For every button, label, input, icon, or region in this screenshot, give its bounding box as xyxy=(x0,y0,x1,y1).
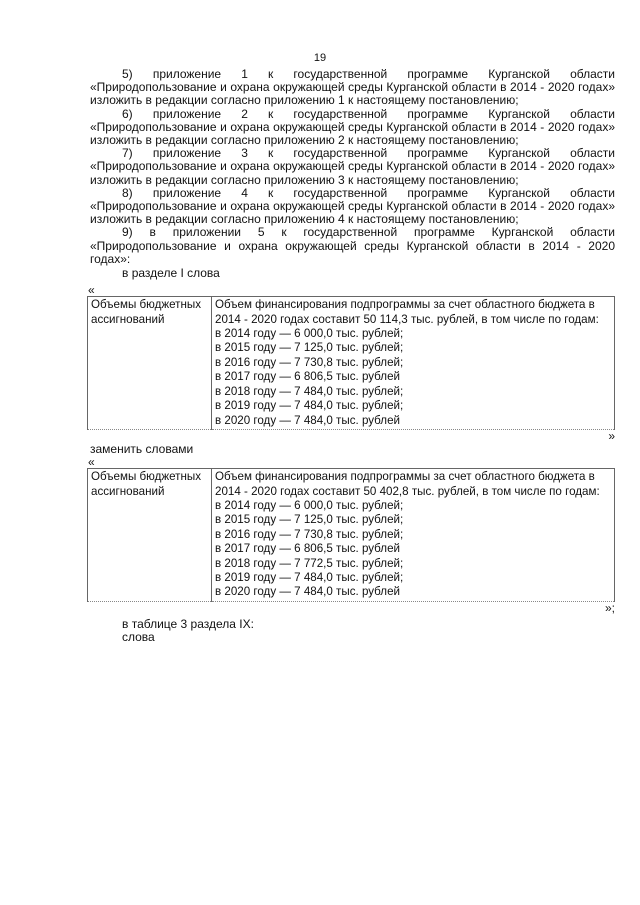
budget-year-line: в 2017 году — 6 806,5 тыс. рублей xyxy=(215,542,400,556)
paragraph-rest: «Природопользование и охрана окружающей среды Курганской области в 2014 - 2020 годах» изложить в редакции согласно приложению 4 к настоящему постановлению; xyxy=(90,199,615,227)
budget-table-old xyxy=(87,296,615,430)
budget-year-line: в 2019 году — 7 484,0 тыс. рублей; xyxy=(215,399,404,413)
paragraph-rest: «Природопользование и охрана окружающей среды Курганской области в 2014 - 2020 годах»: xyxy=(90,238,615,266)
quote-close-mark: » xyxy=(608,428,615,443)
budget-year-line: в 2019 году — 7 484,0 тыс. рублей; xyxy=(215,570,404,584)
page-number: 19 xyxy=(313,52,327,64)
paragraph-item-5 xyxy=(90,68,615,108)
budget-year-line: в 2015 году — 7 125,0 тыс. рублей; xyxy=(215,341,404,355)
quote-close-mark: »; xyxy=(604,600,615,615)
words-label: слова xyxy=(122,629,155,644)
paragraph-first-line: 8) приложение 4 к государственной программе Курганской области xyxy=(122,185,615,200)
budget-table-new xyxy=(87,468,615,602)
paragraph-rest: «Природопользование и охрана окружающей среды Курганской области в 2014 - 2020 годах» изложить в редакции согласно приложению 1 к настоящему постановлению; xyxy=(90,80,615,108)
paragraph-first-line: 9) в приложении 5 к государственной программе Курганской области xyxy=(122,225,615,240)
paragraph-first-line: 5) приложение 1 к государственной программе Курганской области xyxy=(122,67,615,81)
old-text-quote xyxy=(90,284,615,443)
budget-intro: Объем финансирования подпрограммы за счет областного бюджета в 2014 - 2020 годах составит 50 402,8 тыс. рублей, в том числе по годам: xyxy=(215,470,600,498)
paragraph-rest: «Природопользование и охрана окружающей среды Курганской области в 2014 - 2020 годах» изложить в редакции согласно приложению 3 к настоящему постановлению; xyxy=(90,159,615,187)
budget-year-line: в 2020 году — 7 484,0 тыс. рублей xyxy=(215,585,400,599)
budget-year-line: в 2016 году — 7 730,8 тыс. рублей; xyxy=(215,527,404,541)
document-body xyxy=(90,68,615,644)
table3-intro: в таблице 3 раздела IX: xyxy=(122,616,254,631)
quote-open-mark: « xyxy=(88,283,95,298)
budget-year-line: в 2016 году — 7 730,8 тыс. рублей; xyxy=(215,355,404,369)
budget-year-line: в 2018 году — 7 772,5 тыс. рублей; xyxy=(215,556,404,570)
paragraph-item-6 xyxy=(90,108,615,148)
budget-label-cell: Объемы бюджетных ассигнований xyxy=(88,469,212,602)
paragraph-first-line: 7) приложение 3 к государственной программе Курганской области xyxy=(122,146,615,161)
quote-open-mark: « xyxy=(88,455,95,470)
budget-intro: Объем финансирования подпрограммы за счет областного бюджета в 2014 - 2020 годах составит 50 114,3 тыс. рублей, в том числе по годам: xyxy=(215,298,599,326)
budget-year-line: в 2014 году — 6 000,0 тыс. рублей; xyxy=(215,327,404,341)
paragraph-item-7 xyxy=(90,147,615,187)
replace-instruction: заменить словами xyxy=(90,441,194,456)
budget-label-cell: Объемы бюджетных ассигнований xyxy=(88,297,212,430)
budget-year-line: в 2017 году — 6 806,5 тыс. рублей xyxy=(215,370,400,384)
budget-year-line: в 2015 году — 7 125,0 тыс. рублей; xyxy=(215,513,404,527)
budget-year-line: в 2014 году — 6 000,0 тыс. рублей; xyxy=(215,498,404,512)
paragraph-first-line: 6) приложение 2 к государственной программе Курганской области xyxy=(122,106,615,121)
paragraph-rest: «Природопользование и охрана окружающей среды Курганской области в 2014 - 2020 годах» изложить в редакции согласно приложению 2 к настоящему постановлению; xyxy=(90,119,615,148)
paragraph-item-8 xyxy=(90,187,615,227)
budget-year-line: в 2020 году — 7 484,0 тыс. рублей xyxy=(215,413,400,427)
new-text-quote xyxy=(90,456,615,615)
budget-year-line: в 2018 году — 7 484,0 тыс. рублей; xyxy=(215,384,404,398)
paragraph-item-9 xyxy=(90,226,615,266)
budget-body-cell xyxy=(212,469,615,602)
section-intro: в разделе I слова xyxy=(122,266,220,281)
budget-body-cell xyxy=(212,297,615,430)
